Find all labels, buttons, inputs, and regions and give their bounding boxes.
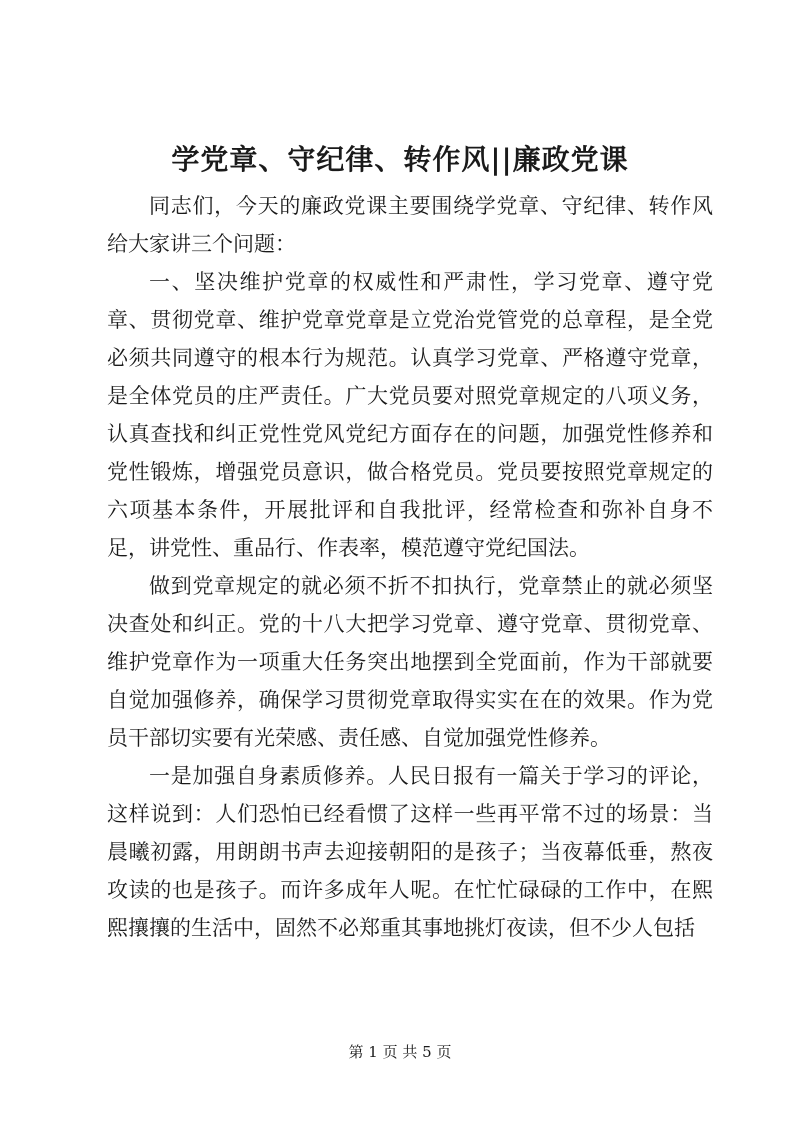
document-body <box>107 187 713 947</box>
paragraph-intro: 同志们，今天的廉政党课主要围绕学党章、守纪律、转作风给大家讲三个问题： <box>107 194 713 256</box>
paragraph-self-cultivation: 一是加强自身素质修养。人民日报有一篇关于学习的评论，这样说到：人们恐怕已经看惯了这样一些再平常不过的场景：当晨曦初露，用朗朗书声去迎接朝阳的是孩子；当夜幕低垂，熬夜攻读的也是孩子。而许多成年人呢。在忙忙碌碌的工作中，在熙熙攘攘的生活中，固然不必郑重其事地挑灯夜读，但不少人包括 <box>107 764 713 940</box>
paragraph-party-constitution: 做到党章规定的就必须不折不扣执行，党章禁止的就必须坚决查处和纠正。党的十八大把学习党章、遵守党章、贯彻党章、维护党章作为一项重大任务突出地摆到全党面前，作为干部就要自觉加强修养，确保学习贯彻党章取得实实在在的效果。作为党员干部切实要有光荣感、责任感、自觉加强党性修养。 <box>107 574 713 750</box>
paragraph-section-one: 一、坚决维护党章的权威性和严肃性，学习党章、遵守党章、贯彻党章、维护党章党章是立党治党管党的总章程，是全党必须共同遵守的根本行为规范。认真学习党章、严格遵守党章，是全体党员的庄严责任。广大党员要对照党章规定的八项义务，认真查找和纠正党性党风党纪方面存在的问题，加强党性修养和党性锻炼，增强党员意识，做合格党员。党员要按照党章规定的六项基本条件，开展批评和自我批评，经常检查和弥补自身不足，讲党性、重品行、作表率，模范遵守党纪国法。 <box>107 270 713 560</box>
page-indicator: 第 1 页 共 5 页 <box>348 1043 452 1061</box>
document-title: 学党章、守纪律、转作风||廉政党课 <box>171 143 629 176</box>
